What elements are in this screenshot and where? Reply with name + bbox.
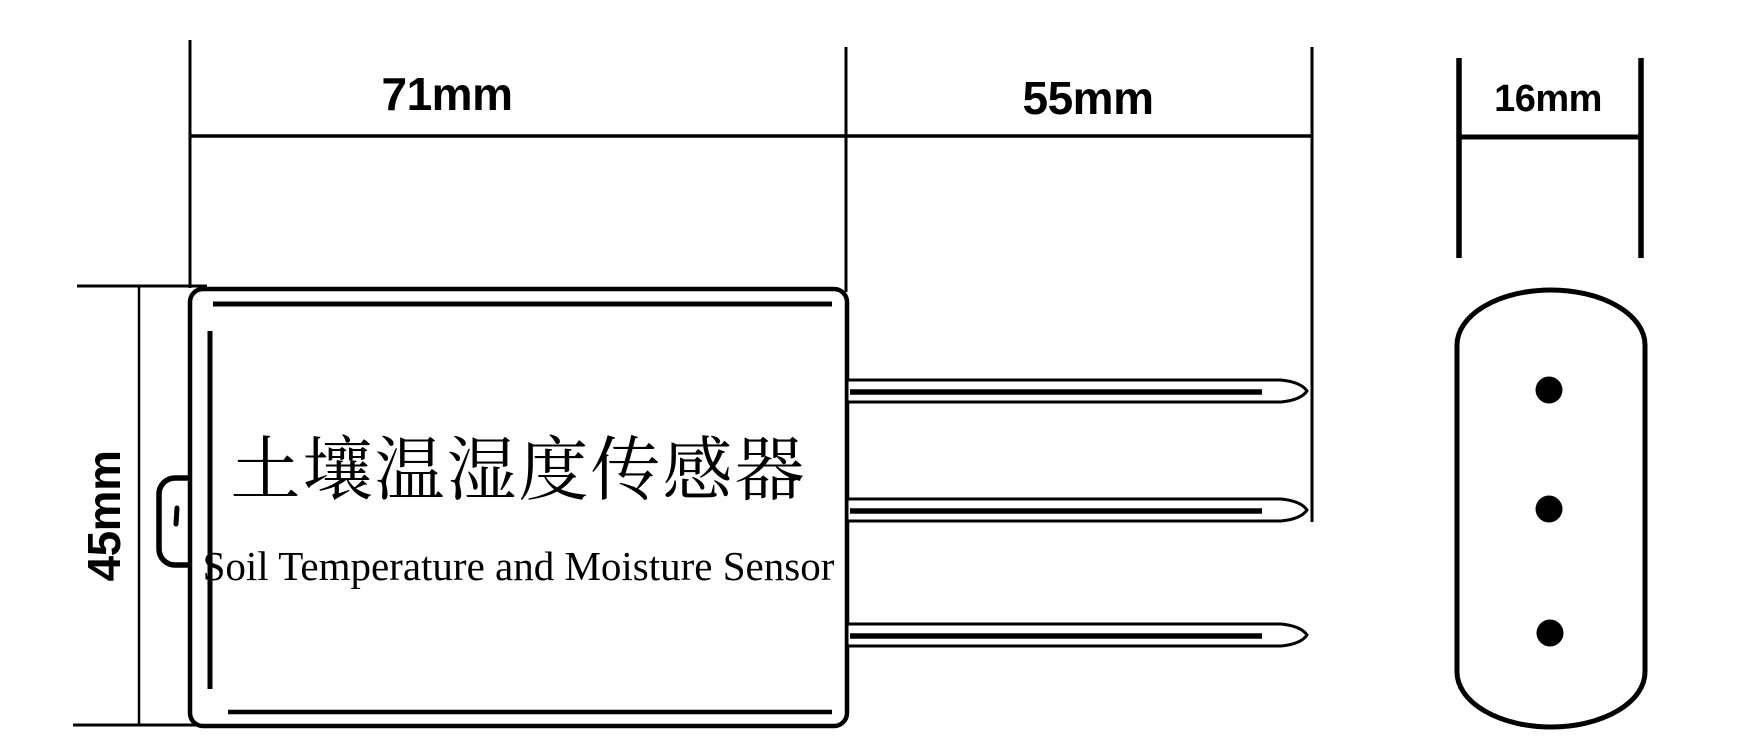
side-width-dim-label: 16mm [1494, 78, 1602, 120]
product-title-chinese: 土壤温湿度传感器 [230, 431, 807, 509]
body-height-dim-label: 45mm [78, 450, 130, 582]
probe-length-dim-label: 55mm [1022, 72, 1154, 124]
side-view-hole-2 [1536, 496, 1563, 523]
product-title-english: Soil Temperature and Moisture Sensor [202, 543, 835, 589]
body-width-dim-label: 71mm [381, 68, 513, 120]
mounting-clip-slot [176, 508, 177, 524]
side-view-hole-3 [1537, 620, 1564, 647]
side-view-hole-1 [1536, 377, 1563, 404]
